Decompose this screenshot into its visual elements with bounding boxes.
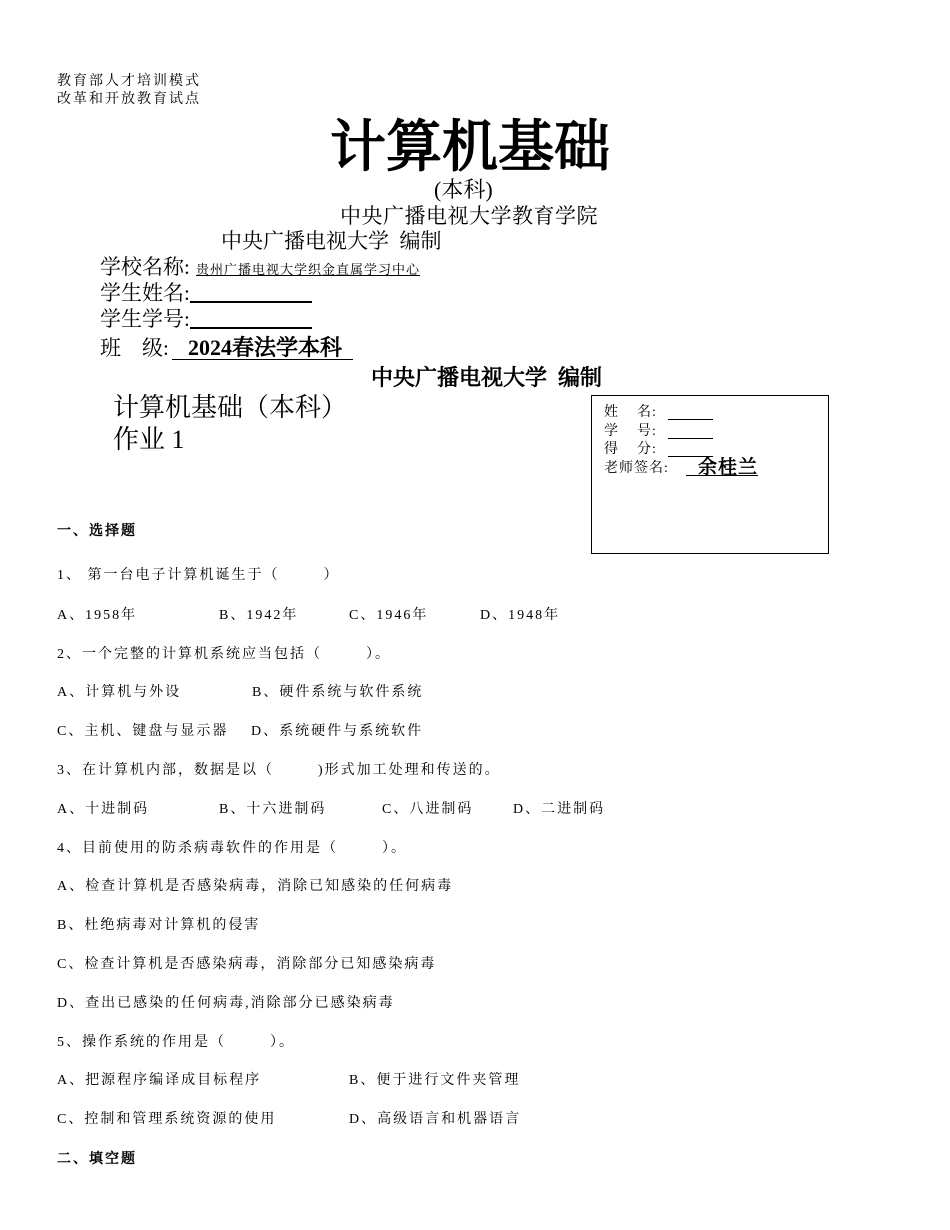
- teacher-signature: 余桂兰: [698, 457, 759, 478]
- student-id-label: 学生学号:: [100, 307, 190, 331]
- question-stem: 4、目前使用的防杀病毒软件的作用是（ ）。: [57, 841, 407, 856]
- question-option: D、二进制码: [513, 802, 606, 817]
- question-stem: 5、操作系统的作用是（ ）。: [57, 1035, 295, 1050]
- question-option: C、主机、键盘与显示器: [57, 724, 229, 739]
- question-option: B、硬件系统与软件系统: [252, 685, 424, 700]
- question-option: B、杜绝病毒对计算机的侵害: [57, 918, 261, 933]
- question-stem: 2、一个完整的计算机系统应当包括（ ）。: [57, 647, 391, 662]
- question-option: D、查出已感染的任何病毒,消除部分已感染病毒: [57, 996, 395, 1011]
- editor-line-bold: 中央广播电视大学 编制: [371, 365, 603, 390]
- question-option: B、十六进制码: [219, 802, 327, 817]
- section-title: 一、选择题: [57, 523, 137, 539]
- question-option: A、把源程序编译成目标程序: [57, 1073, 262, 1088]
- student-name-blank: [190, 301, 312, 303]
- student-name-label: 学生姓名:: [100, 281, 190, 305]
- score-box-name-label: 姓 名:: [604, 405, 657, 420]
- program-line-1: 教育部人才培训模式: [57, 74, 201, 89]
- assignment-course: 计算机基础（本科）: [113, 393, 348, 422]
- question-stem: 1、 第一台电子计算机诞生于（ ）: [57, 568, 340, 583]
- question-option: D、高级语言和机器语言: [349, 1112, 522, 1127]
- program-line-2: 改革和开放教育试点: [57, 92, 201, 107]
- section-title: 二、填空题: [57, 1151, 137, 1167]
- question-option: C、控制和管理系统资源的使用: [57, 1112, 277, 1127]
- class-value: 2024春法学本科: [172, 337, 353, 360]
- editor-line: 中央广播电视大学 编制: [221, 229, 442, 253]
- question-option: B、便于进行文件夹管理: [349, 1073, 521, 1088]
- question-option: C、检查计算机是否感染病毒，消除部分已知感染病毒: [57, 957, 437, 972]
- publisher: 中央广播电视大学教育学院: [340, 204, 598, 228]
- score-box-teacher-label: 老师签名:: [604, 461, 669, 476]
- question-option: D、系统硬件与系统软件: [251, 724, 424, 739]
- question-option: D、1948年: [480, 608, 561, 623]
- course-title: 计算机基础: [330, 114, 610, 180]
- question-stem: 3、在计算机内部，数据是以（ )形式加工处理和传送的。: [57, 763, 501, 778]
- school-label: 学校名称:: [100, 255, 190, 279]
- question-option: C、八进制码: [382, 802, 474, 817]
- question-option: A、检查计算机是否感染病毒，消除已知感染的任何病毒: [57, 879, 454, 894]
- score-box-id-blank: [668, 438, 713, 439]
- question-option: A、1958年: [57, 608, 138, 623]
- question-option: B、1942年: [219, 608, 299, 623]
- student-id-blank: [190, 327, 312, 329]
- question-option: A、计算机与外设: [57, 685, 182, 700]
- school-value: 贵州广播电视大学织金直属学习中心: [196, 262, 421, 277]
- score-box-id-label: 学 号:: [604, 424, 657, 439]
- question-option: C、1946年: [349, 608, 429, 623]
- class-label: 班 级:: [100, 336, 169, 360]
- score-box-score-label: 得 分:: [604, 442, 657, 457]
- question-option: A、十进制码: [57, 802, 150, 817]
- score-box: [591, 395, 829, 554]
- assignment-number: 作业 1: [113, 425, 185, 454]
- score-box-name-blank: [668, 419, 713, 420]
- course-level: (本科): [434, 177, 493, 202]
